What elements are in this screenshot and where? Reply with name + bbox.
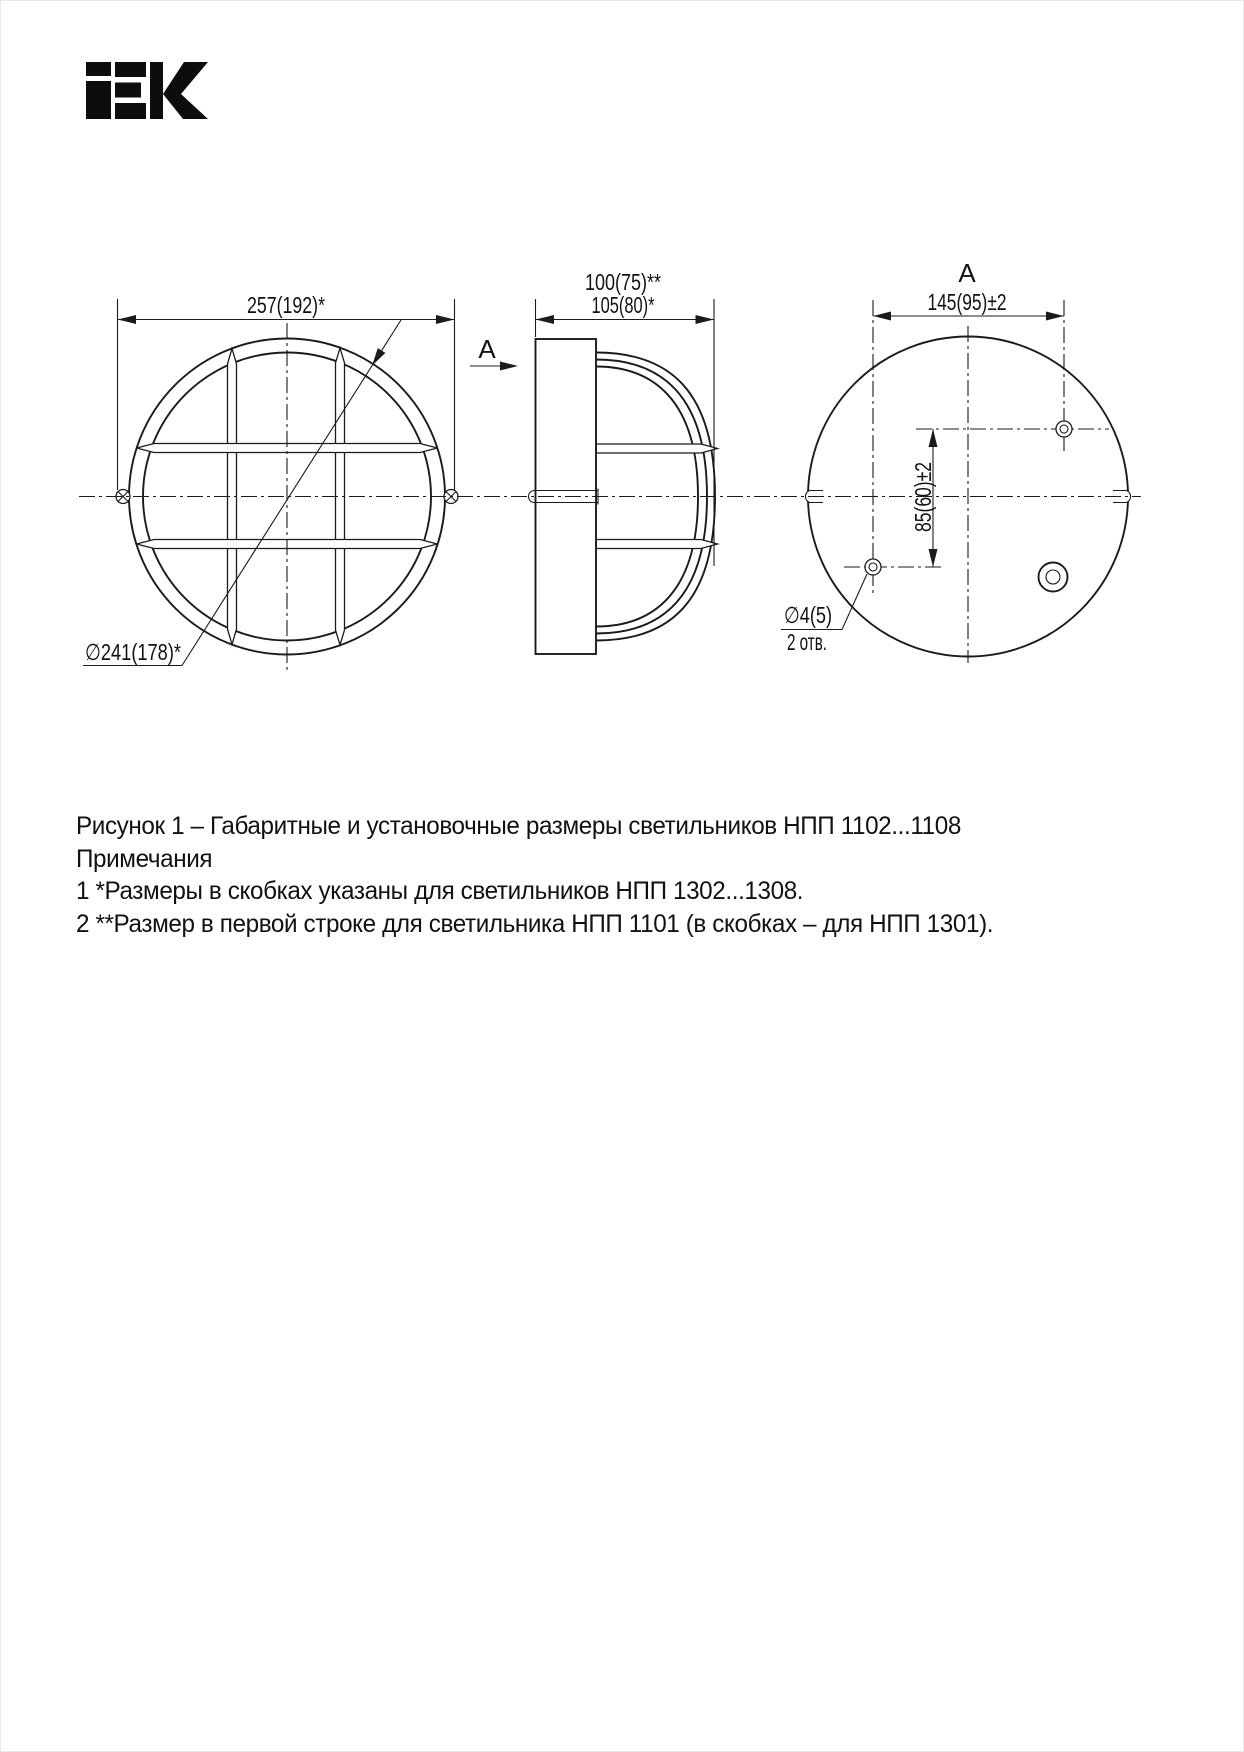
hole-diameter-label: ∅4(5) [784,602,832,628]
hole-count-label: 2 отв. [787,629,827,655]
front-view [83,292,458,671]
rear-horizontal-dimension-text: 145(95)±2 [927,289,1007,315]
note-1: 1 *Размеры в скобках указаны для светильников НПП 1302...1308. [76,877,804,905]
figure-title: Рисунок 1 – Габаритные и установочные размеры светильников НПП 1102...1108 [76,812,961,840]
section-label: A [958,258,976,288]
lens-diameter-leader [83,320,401,666]
rear-vertical-dimension [910,429,938,567]
rear-cable-entry [1039,563,1068,592]
view-direction-marker [470,334,518,371]
side-view [470,269,718,654]
front-width-dimension-text: 257(192)* [247,292,326,318]
rear-mounting-hole-bottom-left [865,559,881,575]
side-depth-dimension [536,269,715,566]
rear-view [781,258,1131,663]
side-rib-top [596,444,718,453]
hole-diameter-leader [781,574,867,655]
lens-diameter-label: ∅241(178)* [85,639,182,665]
side-rib-bottom [596,540,718,549]
side-depth-dimension-line2: 105(80)* [591,292,655,318]
side-depth-dimension-line1: 100(75)** [585,269,662,295]
rear-mounting-hole-top-right [1056,421,1072,437]
notes-heading: Примечания [76,844,213,873]
view-direction-label: A [478,334,496,364]
view-direction-arrow-icon [500,362,518,371]
figure-caption [76,810,1076,940]
rear-horizontal-dimension [873,289,1064,321]
rear-vertical-dimension-text: 85(60)±2 [910,440,936,532]
note-2: 2 **Размер в первой строке для светильника НПП 1101 (в скобках – для НПП 1301). [76,909,994,938]
